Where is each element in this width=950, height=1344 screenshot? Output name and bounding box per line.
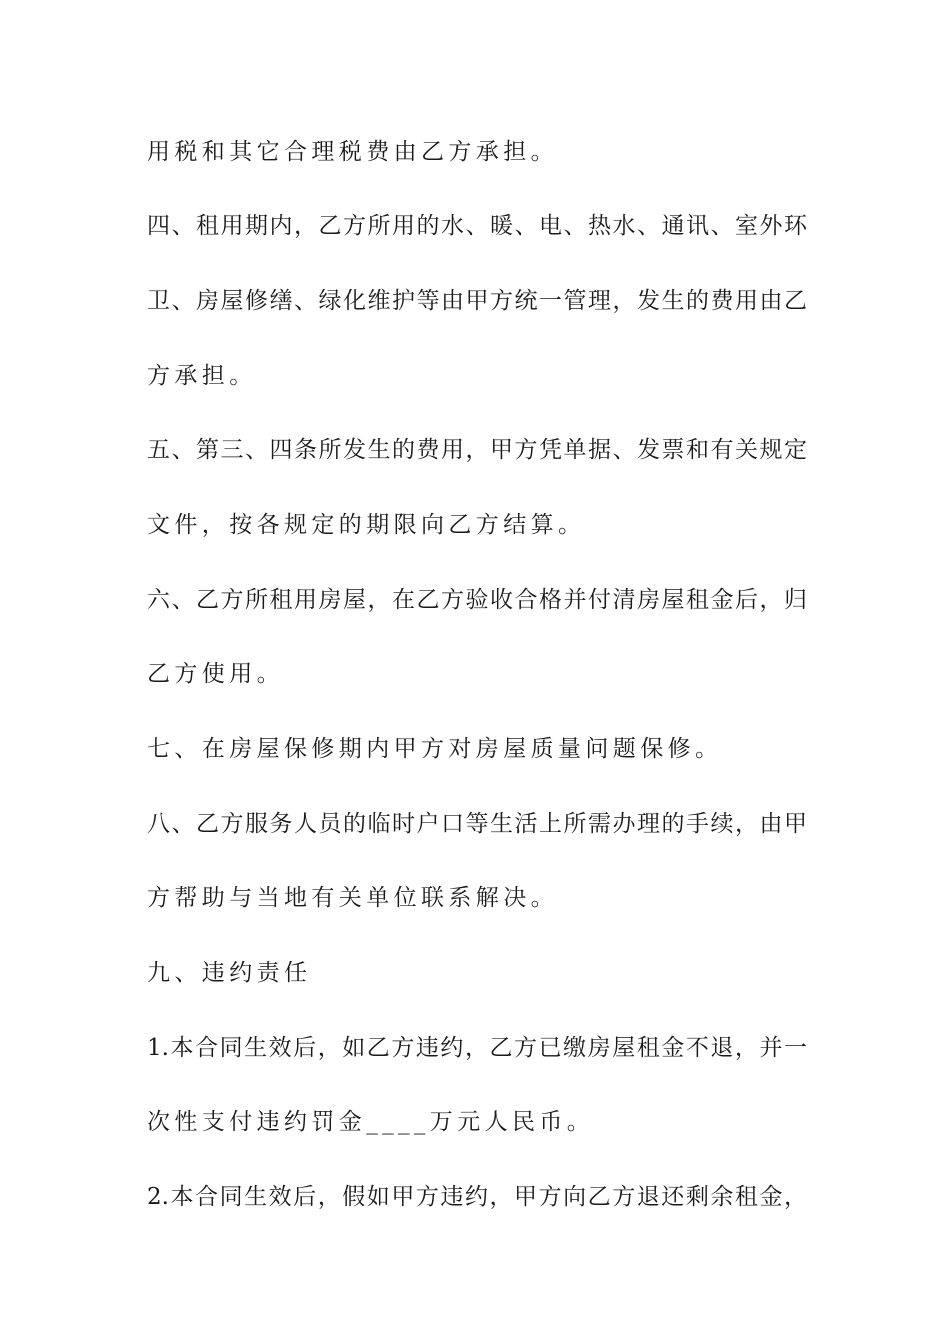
text-line: 文件，按各规定的期限向乙方结算。 xyxy=(147,512,586,538)
text-line: 方帮助与当地有关单位联系解决。 xyxy=(147,885,558,911)
text-line: 六、乙方所租用房屋，在乙方验收合格并付清房屋租金后，归 xyxy=(147,587,807,613)
section-heading: 九、违约责任 xyxy=(147,960,312,986)
text-line: 2.本合同生效后，假如甲方违约，甲方向乙方退还剩余租金， xyxy=(147,1184,807,1210)
text-line: 八、乙方服务人员的临时户口等生活上所需办理的手续，由甲 xyxy=(147,811,807,837)
text-line: 卫、房屋修缮、绿化维护等由甲方统一管理，发生的费用由乙 xyxy=(147,288,807,314)
text-line: 五、第三、四条所发生的费用，甲方凭单据、发票和有关规定 xyxy=(147,437,807,463)
text-line: 1.本合同生效后，如乙方违约，乙方已缴房屋租金不退，并一 xyxy=(147,1035,807,1061)
text-line: 次性支付违约罚金____万元人民币。 xyxy=(147,1109,595,1135)
text-line: 方承担。 xyxy=(147,363,257,389)
text-line: 四、租用期内，乙方所用的水、暖、电、热水、通讯、室外环 xyxy=(147,213,807,239)
text-line: 用税和其它合理税费由乙方承担。 xyxy=(147,139,558,165)
text-line: 乙方使用。 xyxy=(147,661,284,687)
text-line: 七、在房屋保修期内甲方对房屋质量问题保修。 xyxy=(147,736,723,762)
